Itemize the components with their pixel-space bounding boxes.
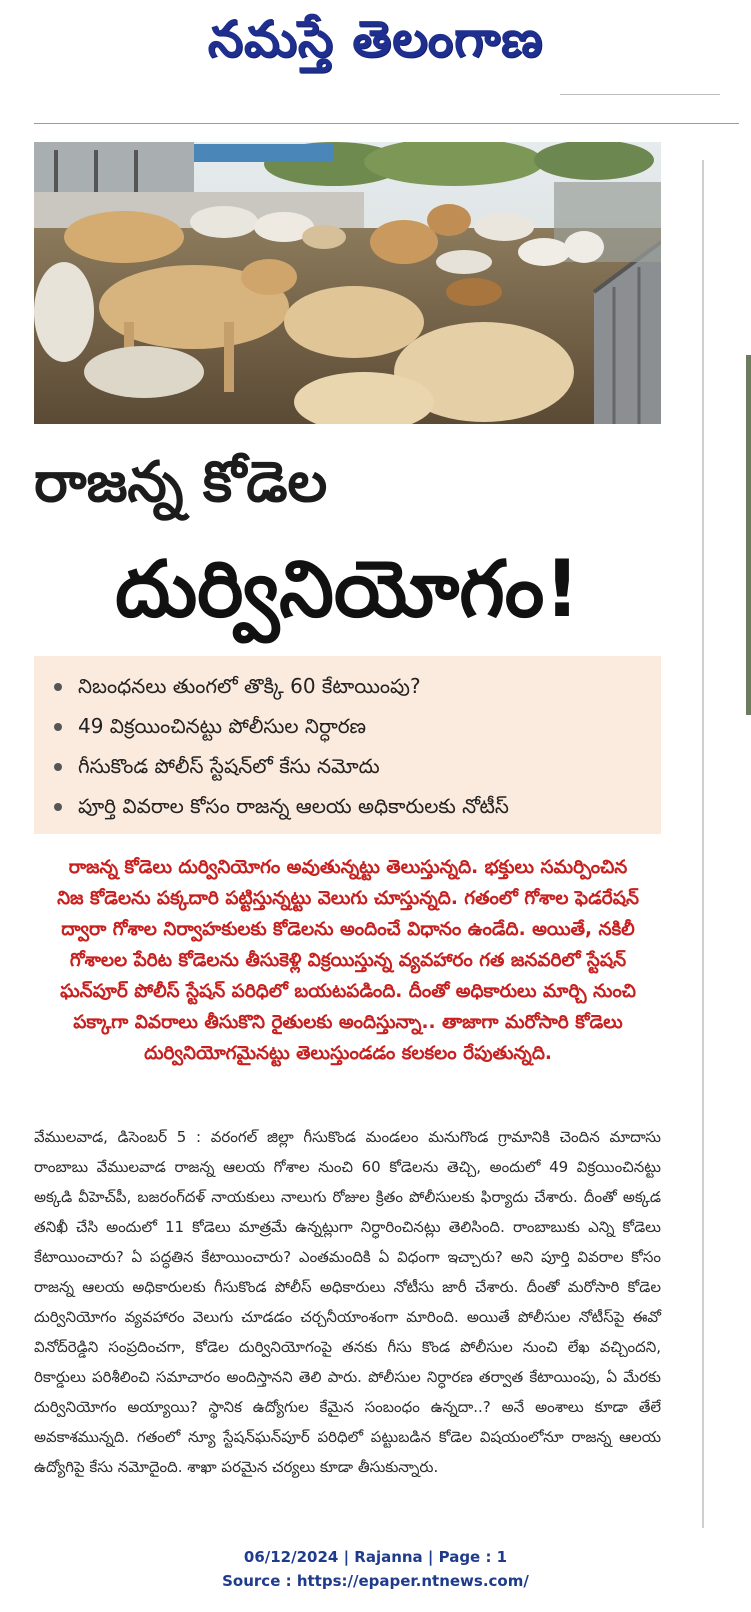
article-photo [34,142,661,424]
masthead-fragment [560,94,720,101]
article-body: వేములవాడ, డిసెంబర్ 5 : వరంగల్ జిల్లా గీసుకొండ మండలం మనుగొండ గ్రామానికి చెందిన మాదాసు రాంబాబు వేములవాడ రాజన్న ఆలయ గోశాల నుంచి 60 కోడెలను తెచ్చి, అందులో 49 విక్రయించినట్టు అక్కడి వీహెచ్‌పీ, బజరంగ్‌దళ్ నాయకులు నాలుగు రోజుల క్రితం పోలీసులకు ఫిర్యాదు చేశారు. దీంతో అక్కడ తనిఖీ చేసి అందులో 11 కోడెలు మాత్రమే ఉన్నట్లుగా నిర్ధారించినట్లు తెలిసింది. రాంబాబుకు ఎన్ని కోడెలు కేటాయించారు? ఏ పద్ధతిన కేటాయించారు? ఎంతమందికి ఏ విధంగా ఇచ్చారు? అని పూర్తి వివరాల కోసం రాజన్న ఆలయ అధికారులకు గీసుకొండ పోలీస్ అధికారులు నోటీసు జారీ చేశారు. దీంతో మరోసారి కోడెల దుర్వినియోగం వ్యవహారం వెలుగు చూడడం చర్చనీయాంశంగా మారింది. అయితే పోలీసుల నోటీస్‌పై ఈవో వినోద్‌రెడ్డిని సంప్రదించగా, కోడెల దుర్వినియోగంపై తనకు గీసు కొండ పోలీసుల నుంచి లేఖ వచ్చిందని, రికార్డులు పరిశీలించి సమాచారం అందిస్తానని తెలి పారు. పోలీసుల నిర్ధారణ తర్వాత కేటాయింపు, ఏ మేరకు దుర్వినియోగం అయ్యాయి? స్థానిక ఉద్యోగుల కేమైన సంబంధం ఉన్నదా..? అనే అంశాలు కూడా తేలే అవకాశమున్నది. గతంలో న్యూ స్టేషన్‌ఘన్‌పూర్ పరిధిలో పట్టుబడిన కోడెల విషయంలోనూ రాజన్న ఆలయ ఉద్యోగిపై కేసు నమోదైంది. శాఖా పరమైన చర్యలు కూడా తీసుకున్నారు. [34,1128,661,1476]
headline-line1: రాజన్న కోడెల [34,450,328,515]
highlight-item: 49 విక్రయించినట్టు పోలీసుల నిర్ధారణ [48,706,661,746]
footer-dateline: 06/12/2024 | Rajanna | Page : 1 [243,1548,508,1566]
article-summary: రాజన్న కోడెలు దుర్వినియోగం అవుతున్నట్టు తెలుస్తున్నది. భక్తులు సమర్పించిన నిజ కోడెలను పక్కదారి పట్టిస్తున్నట్టు వెలుగు చూస్తున్నది. గతంలో గోశాల ఫెడరేషన్ ద్వారా గోశాల నిర్వాహకులకు కోడెలను అందించే విధానం ఉండేది. అయితే, నకిలీ గోశాలల పేరిట కోడెలను తీసుకెళ్లి విక్రయిస్తున్న వ్యవహారం గత జనవరిలో స్టేషన్ ఘన్‌పూర్ పోలీస్ స్టేషన్ పరిధిలో బయటపడింది. దీంతో అధికారులు మార్చి నుంచి పక్కాగా వివరాలు తీసుకొని రైతులకు అందిస్తున్నా.. తాజాగా మరోసారి కోడెలు దుర్వినియోగమైనట్టు తెలుస్తుండడం కలకలం రేపుతున్నది. [57,857,639,1064]
highlights-list [48,666,661,826]
column-divider [702,160,704,1528]
adjacent-photo-edge [746,355,751,715]
headline-line2: దుర్వినియోగం! [115,545,580,635]
highlight-item: పూర్తి వివరాల కోసం రాజన్న ఆలయ అధికారులకు నోటీస్ [48,786,661,826]
footer-source-link[interactable]: Source : https://epaper.ntnews.com/ [222,1572,529,1590]
highlight-item: గీసుకొండ పోలీస్ స్టేషన్‌లో కేసు నమోదు [48,746,661,786]
highlight-item: నిబంధనలు తుంగలో తొక్కి 60 కేటాయింపు? [48,666,661,706]
masthead-divider [34,123,739,124]
cows-photo-illustration [34,142,661,424]
masthead [0,0,751,80]
highlights-box [34,656,661,834]
newspaper-logo: నమస్తే తెలంగాణ [207,10,544,68]
